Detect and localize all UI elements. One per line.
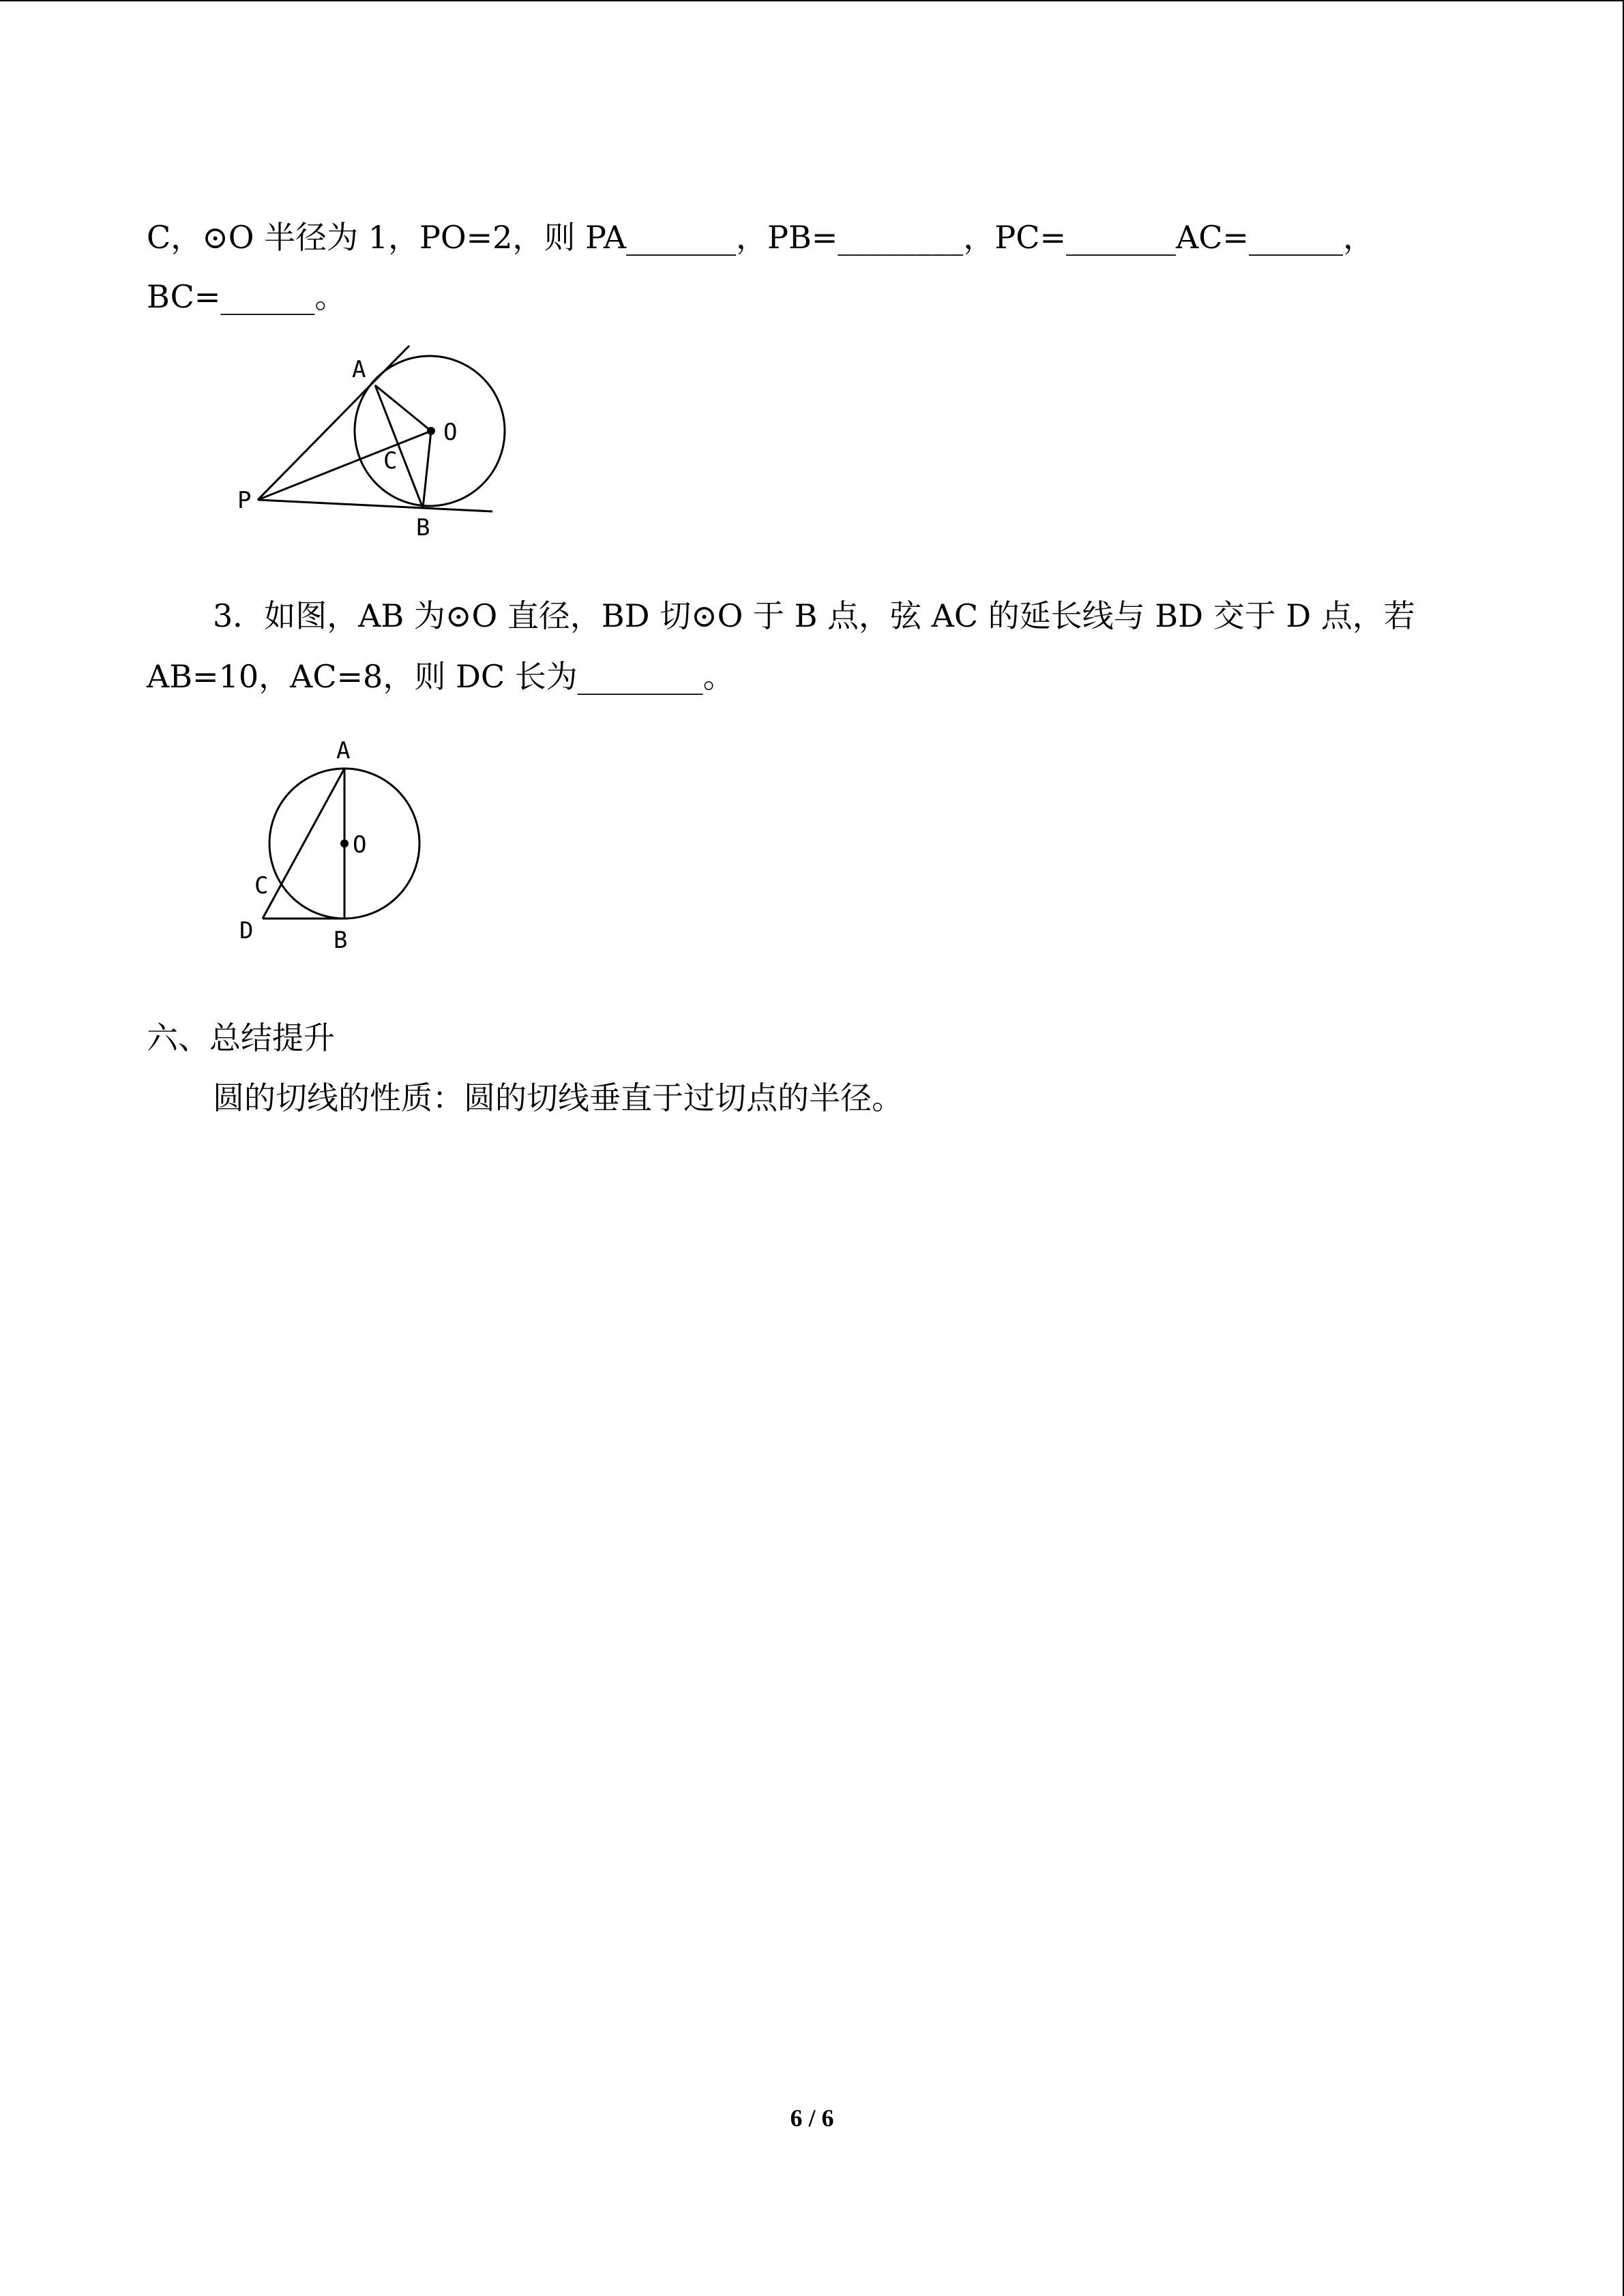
radius-ob [423,431,431,508]
label-b: B [416,514,430,541]
label-d: D [239,917,254,944]
page-number: 6 / 6 [790,2104,834,2132]
label-o: O [353,831,367,859]
label-p: P [237,487,252,514]
tangent-lines-diagram [225,338,512,549]
label-o: O [443,419,458,446]
label-a: A [336,737,351,764]
segment-po [258,431,431,500]
label-c: C [383,447,398,475]
summary-heading: 六、总结提升 [147,1019,335,1056]
tangent-line-pa [258,346,409,500]
summary-text: 圆的切线的性质：圆的切线垂直于过切点的半径。 [213,1079,903,1116]
problem3-figure [235,730,440,964]
problem3-text-line1: 3．如图，AB 为⊙O 直径，BD 切⊙O 于 B 点，弦 AC 的延长线与 BD 交于 D 点，若 [213,597,1415,634]
label-b: B [334,927,348,954]
label-c: C [254,872,269,899]
center-point-o [340,839,349,848]
center-point-o [427,427,435,435]
line-ad [263,769,344,919]
page-top-border [0,0,1624,1]
problem3-text-line2: AB=10，AC=8，则 DC 长为________。 [147,658,735,695]
problem2-figure [225,338,512,552]
label-a: A [352,356,366,383]
problem2-text-line2: BC=______。 [147,278,346,315]
problem2-text-line1: C，⊙O 半径为 1，PO=2，则 PA_______，PB=________，PC=_______AC=______， [147,219,1374,256]
diameter-tangent-diagram [235,730,440,961]
